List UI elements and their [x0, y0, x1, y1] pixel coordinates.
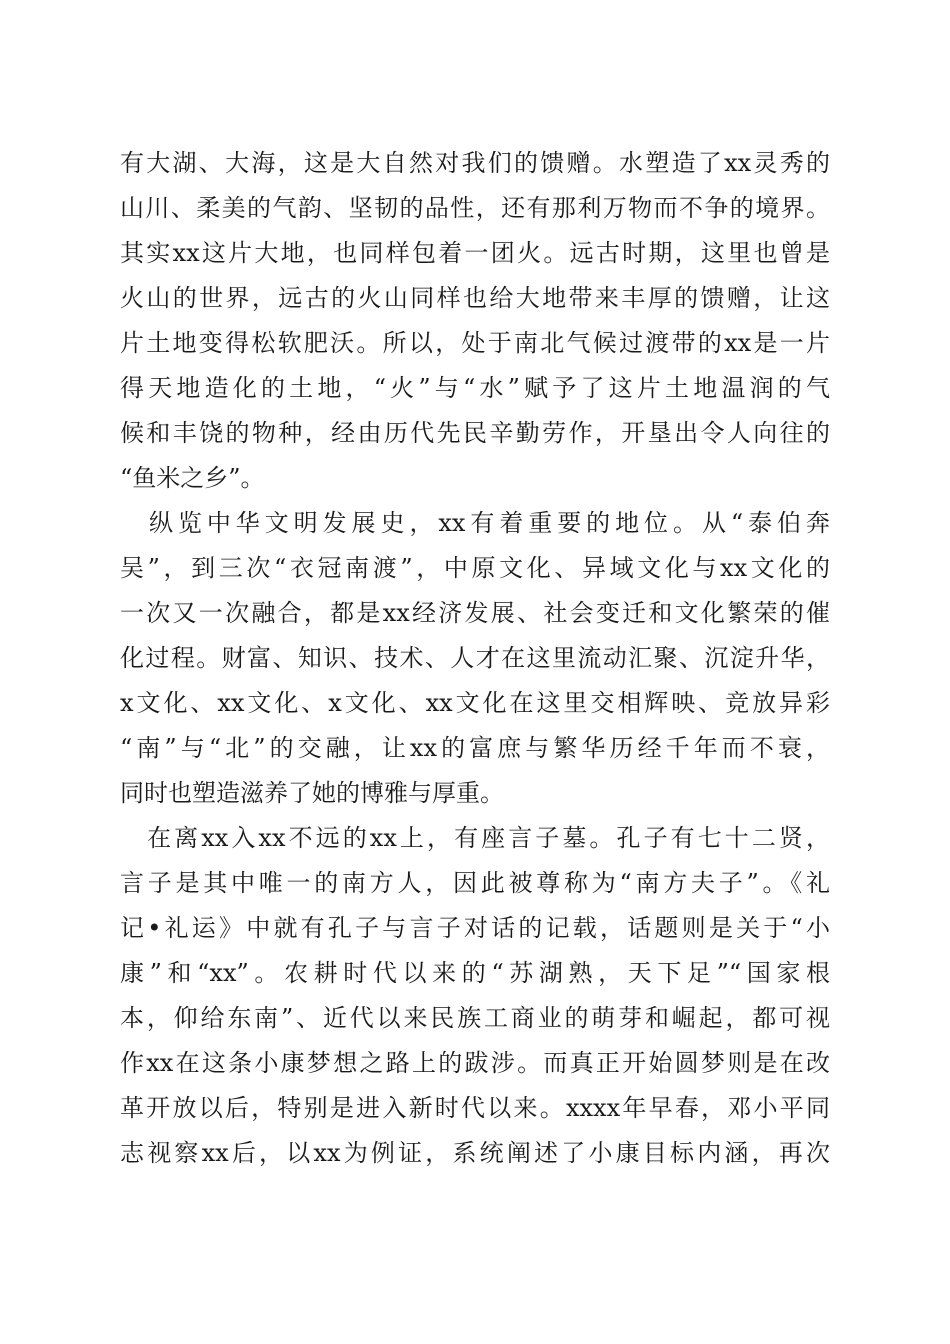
text-line: 同时也塑造滋养了她的博雅与厚重。	[120, 779, 504, 807]
text-line: 一次又一次融合，都是xx经济发展、社会变迁和文化繁荣的催	[120, 599, 830, 627]
text-line: x文化、xx文化、x文化、xx文化在这里交相辉映、竞放异彩	[120, 689, 830, 717]
text-line: 志视察xx后，以xx为例证，系统阐述了小康目标内涵，再次	[120, 1139, 830, 1167]
text-line: 化过程。财富、知识、技术、人才在这里流动汇聚、沉淀升华，	[120, 644, 830, 672]
text-line: “南”与“北”的交融，让xx的富庶与繁华历经千年而不衰，	[120, 734, 830, 762]
text-line: 火山的世界，远古的火山同样也给大地带来丰厚的馈赠，让这	[120, 284, 830, 312]
text-line: 作xx在这条小康梦想之路上的跋涉。而真正开始圆梦则是在改	[120, 1049, 830, 1077]
text-line: 山川、柔美的气韵、坚韧的品性，还有那利万物而不争的境界。	[120, 194, 830, 222]
text-line: 有大湖、大海，这是大自然对我们的馈赠。水塑造了xx灵秀的	[120, 149, 830, 177]
text-line: 候和丰饶的物种，经由历代先民辛勤劳作，开垦出令人向往的	[120, 419, 830, 447]
text-line: 康”和“xx”。农耕时代以来的“苏湖熟，天下足”“国家根	[120, 959, 830, 987]
text-line: 言子是其中唯一的南方人，因此被尊称为“南方夫子”。《礼	[120, 869, 830, 897]
paragraph-3	[120, 816, 830, 1176]
paragraph-2	[120, 501, 830, 816]
text-line: 革开放以后，特别是进入新时代以来。xxxx年早春，邓小平同	[120, 1094, 830, 1122]
text-line: “鱼米之乡”。	[120, 464, 265, 492]
text-line: 吴”，到三次“衣冠南渡”，中原文化、异域文化与xx文化的	[120, 554, 830, 582]
text-line: 片土地变得松软肥沃。所以，处于南北气候过渡带的xx是一片	[120, 329, 830, 357]
text-line: 本，仰给东南”、近代以来民族工商业的萌芽和崛起，都可视	[120, 1004, 830, 1032]
body-text	[120, 141, 830, 1176]
text-line: 得天地造化的土地，“火”与“水”赋予了这片土地温润的气	[120, 374, 830, 402]
text-line: 纵览中华文明发展史，xx有着重要的地位。从“泰伯奔	[120, 509, 830, 537]
text-line: 其实xx这片大地，也同样包着一团火。远古时期，这里也曾是	[120, 239, 830, 267]
text-line: 在离xx入xx不远的xx上，有座言子墓。孔子有七十二贤，	[120, 824, 830, 852]
paragraph-1	[120, 141, 830, 501]
text-line: 记•礼运》中就有孔子与言子对话的记载，话题则是关于“小	[120, 914, 830, 942]
